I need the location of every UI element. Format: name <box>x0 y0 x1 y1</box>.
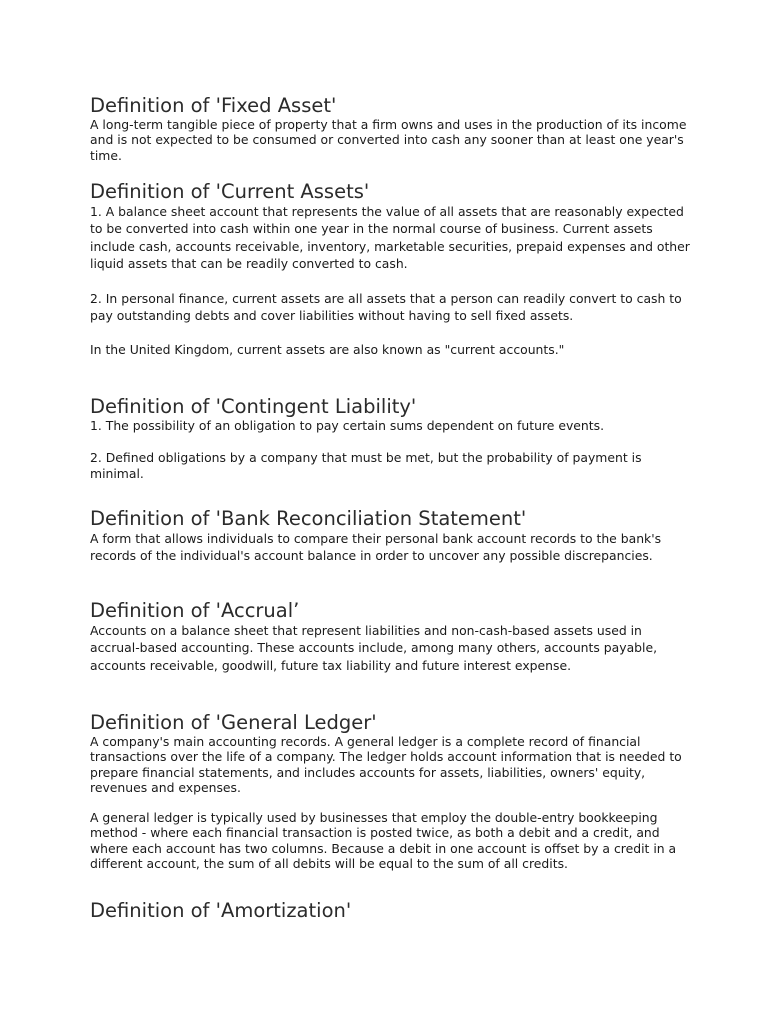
definition-amortization <box>90 900 690 922</box>
definition-title: Definition of 'Current Assets' <box>90 180 370 203</box>
definition-text: In the United Kingdom, current assets are also known as "current accounts." <box>90 342 565 358</box>
definition-current-assets <box>90 181 690 359</box>
definition-title: Definition of 'Amortization' <box>90 899 352 922</box>
definition-text: A form that allows individuals to compare their personal bank account records to the bank's records of the individual's account balance in order to uncover any possible discrepancies. <box>90 531 662 564</box>
definition-title: Definition of 'Contingent Liability' <box>90 395 417 418</box>
definition-general-ledger <box>90 712 690 871</box>
definition-title: Definition of 'Fixed Asset' <box>90 94 337 117</box>
definition-title: Definition of 'Bank Reconciliation Statement' <box>90 507 527 530</box>
definition-text: Accounts on a balance sheet that represent liabilities and non-cash-based assets used in accrual-based accounting. These accounts include, among many others, accounts payable, accounts receivable, goodwill, future tax liability and future interest expense. <box>90 623 658 673</box>
definition-text: A general ledger is typically used by businesses that employ the double-entry bookkeeping method - where each financial transaction is posted twice, as both a debit and a credit, and where each account has two columns. Because a debit in one account is offset by a credit in a different account, the sum of all debits will be equal to the sum of all credits. <box>90 810 677 872</box>
definition-accrual <box>90 600 690 674</box>
definition-fixed-asset <box>90 95 690 163</box>
definition-text: 2. Defined obligations by a company that must be met, but the probability of payment is minimal. <box>90 450 642 481</box>
definition-title: Definition of 'General Ledger' <box>90 711 377 734</box>
definition-text: 1. A balance sheet account that represents the value of all assets that are reasonably expected to be converted into cash within one year in the normal course of business. Current assets include cash, accounts receivable, inventory, marketable securities, prepaid expenses and other liquid assets that can be readily converted to cash. <box>90 204 690 272</box>
definition-text: 2. In personal finance, current assets are all assets that a person can readily convert to cash to pay outstanding debts and cover liabilities without having to sell fixed assets. <box>90 290 682 324</box>
definition-bank-reconciliation-statement <box>90 508 690 565</box>
definition-text: 1. The possibility of an obligation to pay certain sums dependent on future events. <box>90 418 605 433</box>
definition-contingent-liability <box>90 396 690 481</box>
definition-text: A company's main accounting records. A general ledger is a complete record of financial transactions over the life of a company. The ledger holds account information that is needed to prepare financial statements, and includes accounts for assets, liabilities, owners' equity, revenues and expenses. <box>90 734 682 795</box>
definition-title: Definition of 'Accrual’ <box>90 599 300 622</box>
definition-text: A long-term tangible piece of property that a firm owns and uses in the production of its income and is not expected to be consumed or converted into cash any sooner than at least one year's time. <box>90 117 687 163</box>
